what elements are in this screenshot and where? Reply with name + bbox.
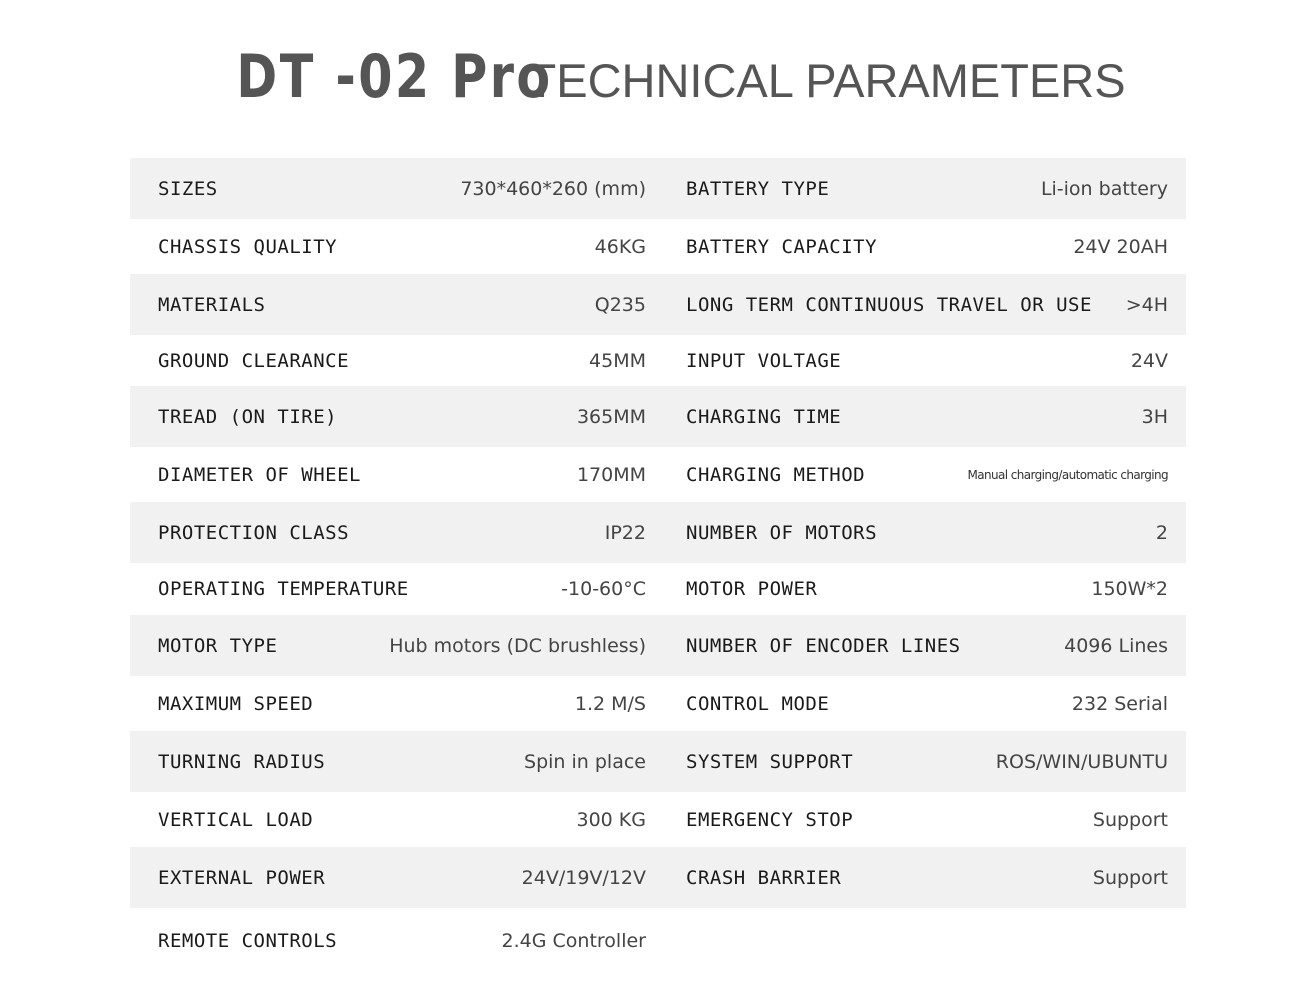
spec-value: Spin in place [524, 750, 646, 773]
spec-value: 170MM [576, 463, 646, 486]
spec-row [130, 219, 1186, 274]
spec-row [130, 502, 1186, 563]
spec-row [130, 386, 1186, 447]
spec-label: VERTICAL LOAD [158, 808, 314, 831]
spec-label: MOTOR POWER [686, 578, 818, 600]
spec-label: CHARGING TIME [686, 405, 842, 428]
spec-row [130, 731, 1186, 792]
spec-label: MOTOR TYPE [158, 634, 278, 657]
spec-table [130, 158, 1186, 973]
spec-label: REMOTE CONTROLS [158, 929, 338, 952]
spec-row [130, 847, 1186, 908]
spec-value: Manual charging/automatic charging [967, 467, 1168, 482]
spec-value: IP22 [604, 521, 646, 544]
spec-label: DIAMETER OF WHEEL [158, 463, 361, 486]
spec-label: NUMBER OF MOTORS [686, 521, 878, 544]
spec-value: 24V [1130, 349, 1168, 372]
spec-value: 1.2 M/S [574, 692, 646, 715]
spec-row [130, 792, 1186, 847]
spec-label: EMERGENCY STOP [686, 808, 854, 831]
spec-label: BATTERY TYPE [686, 177, 830, 200]
spec-value: 365MM [576, 405, 646, 428]
spec-value: 2 [1155, 521, 1168, 544]
spec-value: 2.4G Controller [501, 929, 646, 952]
spec-label: CHASSIS QUALITY [158, 235, 338, 258]
spec-value: -10-60°C [561, 578, 646, 600]
spec-row [130, 563, 1186, 615]
spec-label: SYSTEM SUPPORT [686, 750, 854, 773]
spec-value: Li-ion battery [1040, 177, 1168, 200]
spec-value: 45MM [589, 349, 646, 372]
spec-value: 46KG [594, 235, 646, 258]
spec-row [130, 274, 1186, 335]
spec-label: INPUT VOLTAGE [686, 349, 842, 372]
spec-row [130, 676, 1186, 731]
spec-label: CHARGING METHOD [686, 463, 866, 486]
spec-label: MAXIMUM SPEED [158, 692, 314, 715]
spec-value: 232 Serial [1071, 692, 1168, 715]
spec-row [130, 447, 1186, 502]
spec-value: >4H [1125, 293, 1168, 316]
spec-label: NUMBER OF ENCODER LINES [686, 634, 961, 657]
spec-value: 24V/19V/12V [521, 866, 646, 889]
spec-label: CONTROL MODE [686, 692, 830, 715]
spec-value: Hub motors (DC brushless) [389, 634, 646, 657]
spec-value: Support [1092, 866, 1168, 889]
spec-value: 300 KG [576, 808, 646, 831]
spec-value: ROS/WIN/UBUNTU [995, 750, 1168, 773]
title-heading: TECHNICAL PARAMETERS [527, 54, 1126, 107]
spec-row [130, 615, 1186, 676]
spec-label: LONG TERM CONTINUOUS TRAVEL OR USE [686, 293, 1092, 316]
spec-value: 24V 20AH [1073, 235, 1168, 258]
page-title [0, 42, 1293, 112]
spec-label: SIZES [158, 177, 218, 200]
spec-label: PROTECTION CLASS [158, 521, 350, 544]
spec-value: Q235 [594, 293, 646, 316]
spec-label: GROUND CLEARANCE [158, 349, 350, 372]
spec-row [130, 158, 1186, 219]
model-name: DT -02 Pro [236, 42, 554, 112]
spec-label: TURNING RADIUS [158, 750, 326, 773]
spec-label: BATTERY CAPACITY [686, 235, 878, 258]
spec-value: Support [1092, 808, 1168, 831]
spec-label: OPERATING TEMPERATURE [158, 578, 409, 600]
spec-value: 730*460*260 (mm) [460, 177, 646, 200]
spec-value: 150W*2 [1091, 578, 1168, 600]
spec-label: TREAD (ON TIRE) [158, 405, 338, 428]
spec-value: 3H [1141, 405, 1168, 428]
spec-label: MATERIALS [158, 293, 266, 316]
spec-row [130, 908, 1186, 973]
spec-label: CRASH BARRIER [686, 866, 842, 889]
spec-label: EXTERNAL POWER [158, 866, 326, 889]
spec-row [130, 335, 1186, 386]
spec-value: 4096 Lines [1064, 634, 1168, 657]
